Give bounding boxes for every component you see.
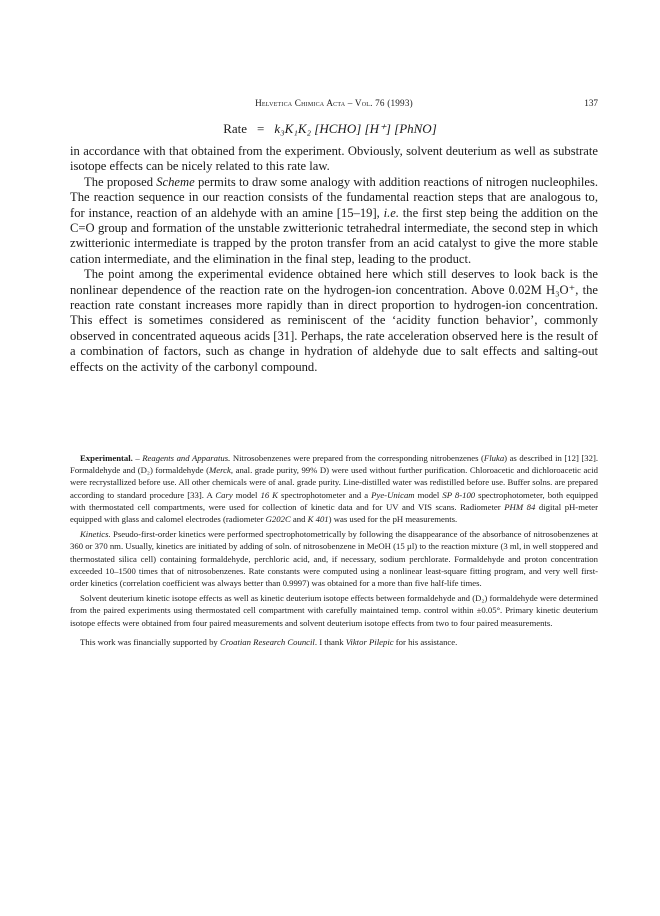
cary-model: 16 K [260,489,278,500]
exp-text-9: and [290,514,308,525]
kinetics-paragraph [70,528,598,589]
merck-name: Merck [209,465,231,476]
exp-text-8: digital pH-meter equipped with glass and calomel electrodes (radiometer [70,501,598,525]
cary-name: Cary [215,489,233,500]
ack-text-c: for his assistance. [393,637,458,647]
g202c-model: G202C [265,514,291,525]
rate-equation [0,121,660,137]
acknowledgement [70,636,598,648]
paragraph-1: in accordance with that obtained from the experiment. Obviously, solvent deuterium as well as substrate isotope effects can be nicely related to this rate law. [70,144,598,174]
body-text [70,144,598,375]
exp-text-1: Nitrosobenzenes were prepared from the corresponding nitrobenzenes ( [230,453,484,463]
sp-model: SP 8-100 [442,489,476,500]
paragraph-3: The point among the experimental evidence obtained here which still deserves to look back is the nonlinear dependence of the reaction rate on the hydrogen-ion concentration. Above 0.02M H₃O⁺, the reaction rate constant increases more rapidly than in direct proportion to hydrogen-ion concentration. This effect is sometimes considered as reminiscent of the ‘acidity function behavior’, commonly observed in concentrated aqueous acids [31]. Perhaps, the rate acceleration observed here is the result of a combination of factors, such as change in hydration of aldehyde due to salt effects and salting-out effects on the activity of the carbonyl compound. [70,267,598,374]
paragraph-2 [70,175,598,267]
fluka-name: Fluka [483,453,505,463]
kinetics-heading: Kinetics. [80,529,111,540]
exp-text-5: spectrophotometer and a [277,489,372,500]
isotope-paragraph: Solvent deuterium kinetic isotope effects as well as kinetic deuterium isotope effects between formaldehyde and (D₂) formaldehyde were determined from the paired experiments using thermostated cell compartment with carefully maintained temp. control within ±0.05°. Primary kinetic deuterium isotope effects were obtained from four paired measurements and solvent deuterium isotope effects from two to four paired measurements. [70,593,598,628]
equation-lhs: Rate [223,121,248,136]
paragraph-2-text-a: The proposed [84,174,157,189]
journal-title: Helvetica Chimica Acta – Vol. 76 (1993) [255,98,413,108]
paragraph-2-text-c: the first step being the addition on the C=O group and formation of the unstable zwitterionic tetrahedral intermediate, the second step in which zwitterionic intermediate is trapped by the proton transfer from an acid catalyst to give the more stable cation intermediate, and the elimination in the final step, leading to the product. [70,205,598,266]
ack-text-a: This work was financially supported by [80,637,220,647]
running-head [70,98,598,112]
experimental-paragraph [70,452,598,525]
equation-rhs: k₃K₁K₂ [HCHO] [H⁺] [PhNO] [274,121,437,136]
dash: – [132,453,143,463]
exp-text-2: ) as described in [12] [32]. Formaldehyde and (D₂) formaldehyde ( [70,453,599,476]
experimental-heading: Experimental. [80,453,133,463]
page-number: 137 [584,98,598,108]
k401-model: K 401 [307,514,329,525]
exp-text-7: spectrophotometer, both equipped with thermostated cell compartments, were used for collection of kinetic data and for UV and VIS scans. Radiometer [70,489,599,512]
pye-unicam-name: Pye-Unicam [371,489,415,500]
person-name: Viktor Pilepic [345,637,394,647]
equation-operator: = [257,121,265,136]
ie-abbreviation: i.e. [383,205,399,220]
paragraph-2-text-b: permits to draw some analogy with addition reactions of nitrogen nucleophiles. The reaction sequence in our reaction consists of the fundamental reaction steps that are analogous to, for instance, reaction of an aldehyde with an amine [15–19], [70,174,598,220]
exp-text-6: model [414,489,443,500]
exp-text-4: model [232,489,261,500]
kinetics-text: Pseudo-first-order kinetics were performed spectrophotometrically by following the disappearance of the absorbance of nitrosobenzenes at 360 or 370 nm. Usually, kinetics are initiated by adding of soln. of nitrosobenzene in MeOH (15 µl) to the reaction mixture (3 ml, in well stoppered and thermostated silica cell) containing formaldehyde, perchloric acid, and, if necessary, sodium perchlorate. Formaldehyde and proton concentration exceeded 10–1500 times that of nitrosobenzenes. Rate constants were computed using a nonlinear least-square fitting program, and very well first-order kinetics (correlation coefficient was always better than 0.9997) was obtained for a more than five half-life times. [70,529,598,589]
ack-text-b: . I thank [314,637,346,647]
exp-text-3: , anal. grade purity, 99% D) were used without further purification. Chloroacetic and dichloroacetic acid were recrystallized before use. All other chemicals were of anal. grade purity. Line-distilled water was redistilled before use. Buffer solns. are prepared according to standard procedure [33]. A [70,465,598,500]
phm-model: PHM 84 [504,501,536,512]
reagents-subheading: Reagents and Apparatus. [142,453,231,463]
scheme-reference: Scheme [156,174,195,189]
exp-text-10: ) was used for the pH measurements. [328,514,458,525]
council-name: Croatian Research Council [219,637,315,647]
experimental-section [70,452,598,629]
